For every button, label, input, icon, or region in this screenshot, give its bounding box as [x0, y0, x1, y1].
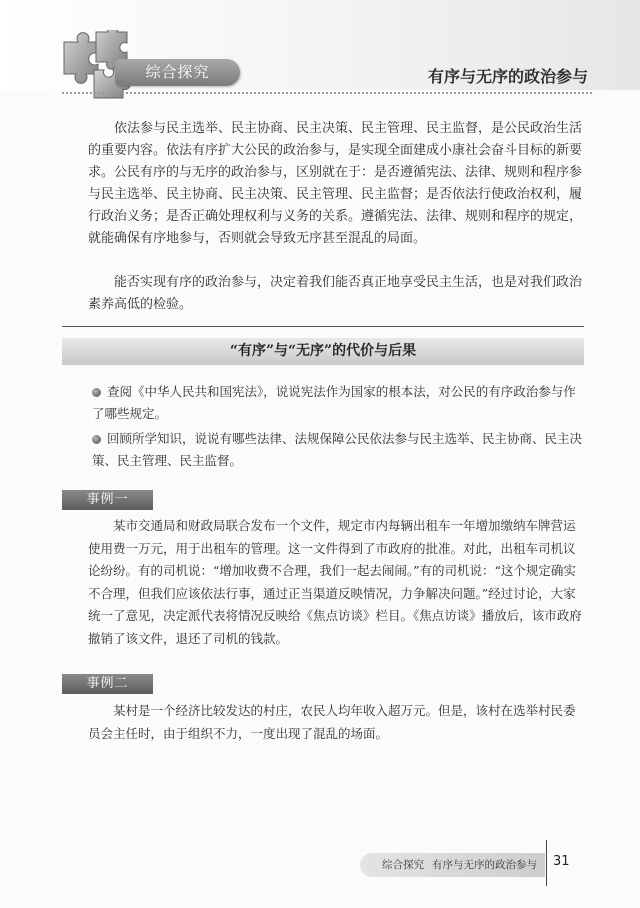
- intro-paragraph: 公民有序的与无序的政治参与，区别就在于：是否遵循宪法、法律、规则和程序参与民主选举、民主协商、民主决策、民主管理、民主监督；是否依法行使政治权利，履行政治义务；是否正确处理权利与义务的关系。遵循宪法、法律、规则和程序的规定，就能确保有序地参与，否则就会导致无序甚至混乱的局面。: [88, 165, 583, 246]
- bullet-icon: [92, 435, 101, 444]
- footer-title: 有序与无序的政治参与: [432, 859, 537, 871]
- header-divider: [62, 92, 592, 94]
- intro-paragraph: 能否实现有序的政治参与，决定着我们能否真正地享受民主生活，也是对我们政治素养高低的检验。: [88, 275, 583, 312]
- case-text: 某市交通局和财政局联合发布一个文件，规定市内每辆出租车一年增加缴纳车牌营运使用费一万元，用于出租车的管理。这一文件得到了市政府的批准。对此，出租车司机议论纷纷。有的司机说：“增加收费不合理，我们一起去闹闹。”有的司机说：“这个规定确实不合理，但我们应该依法行事，通过正当渠道反映情况，力争解决问题。”经过讨论，大家统一了意见，决定派代表将情况反映给《焦点访谈》栏目。《焦点访谈》播放后，该市政府撤销了该文件，退还了司机的钱款。: [88, 518, 582, 646]
- question-text: 回顾所学知识，说说有哪些法律、法规保障公民依法参与民主选举、民主协商、民主决策、民主管理、民主监督。: [92, 431, 583, 468]
- case-label: 事例一: [62, 490, 153, 510]
- footer-band: [360, 853, 545, 877]
- case-text: 某村是一个经济比较发达的村庄，农民人均年收入超万元。但是，该村在选举村民委员会主任时，由于组织不力，一度出现了混乱的场面。: [88, 703, 576, 741]
- footer-section: 综合探究: [382, 859, 424, 871]
- section-label: 综合探究: [115, 59, 240, 86]
- footer-separator: [546, 840, 547, 886]
- page-number: 31: [553, 854, 570, 869]
- intro-paragraph: 依法参与民主选举、民主协商、民主决策、民主管理、民主监督，是公民政治生活的重要内容。依法有序扩大公民的政治参与，是实现全面建成小康社会奋斗目标的新要求。: [88, 121, 583, 180]
- section-heading: “有序”与“无序”的代价与后果: [62, 338, 584, 365]
- bullet-icon: [92, 388, 101, 397]
- question-text: 查阅《中华人民共和国宪法》，说说宪法作为国家的根本法，对公民的有序政治参与作了哪些规定。: [92, 384, 576, 421]
- case-label: 事例二: [62, 674, 153, 694]
- question-item: [92, 428, 582, 472]
- section-divider: [62, 326, 584, 327]
- page-title: 有序与无序的政治参与: [427, 67, 588, 86]
- question-item: [92, 381, 582, 425]
